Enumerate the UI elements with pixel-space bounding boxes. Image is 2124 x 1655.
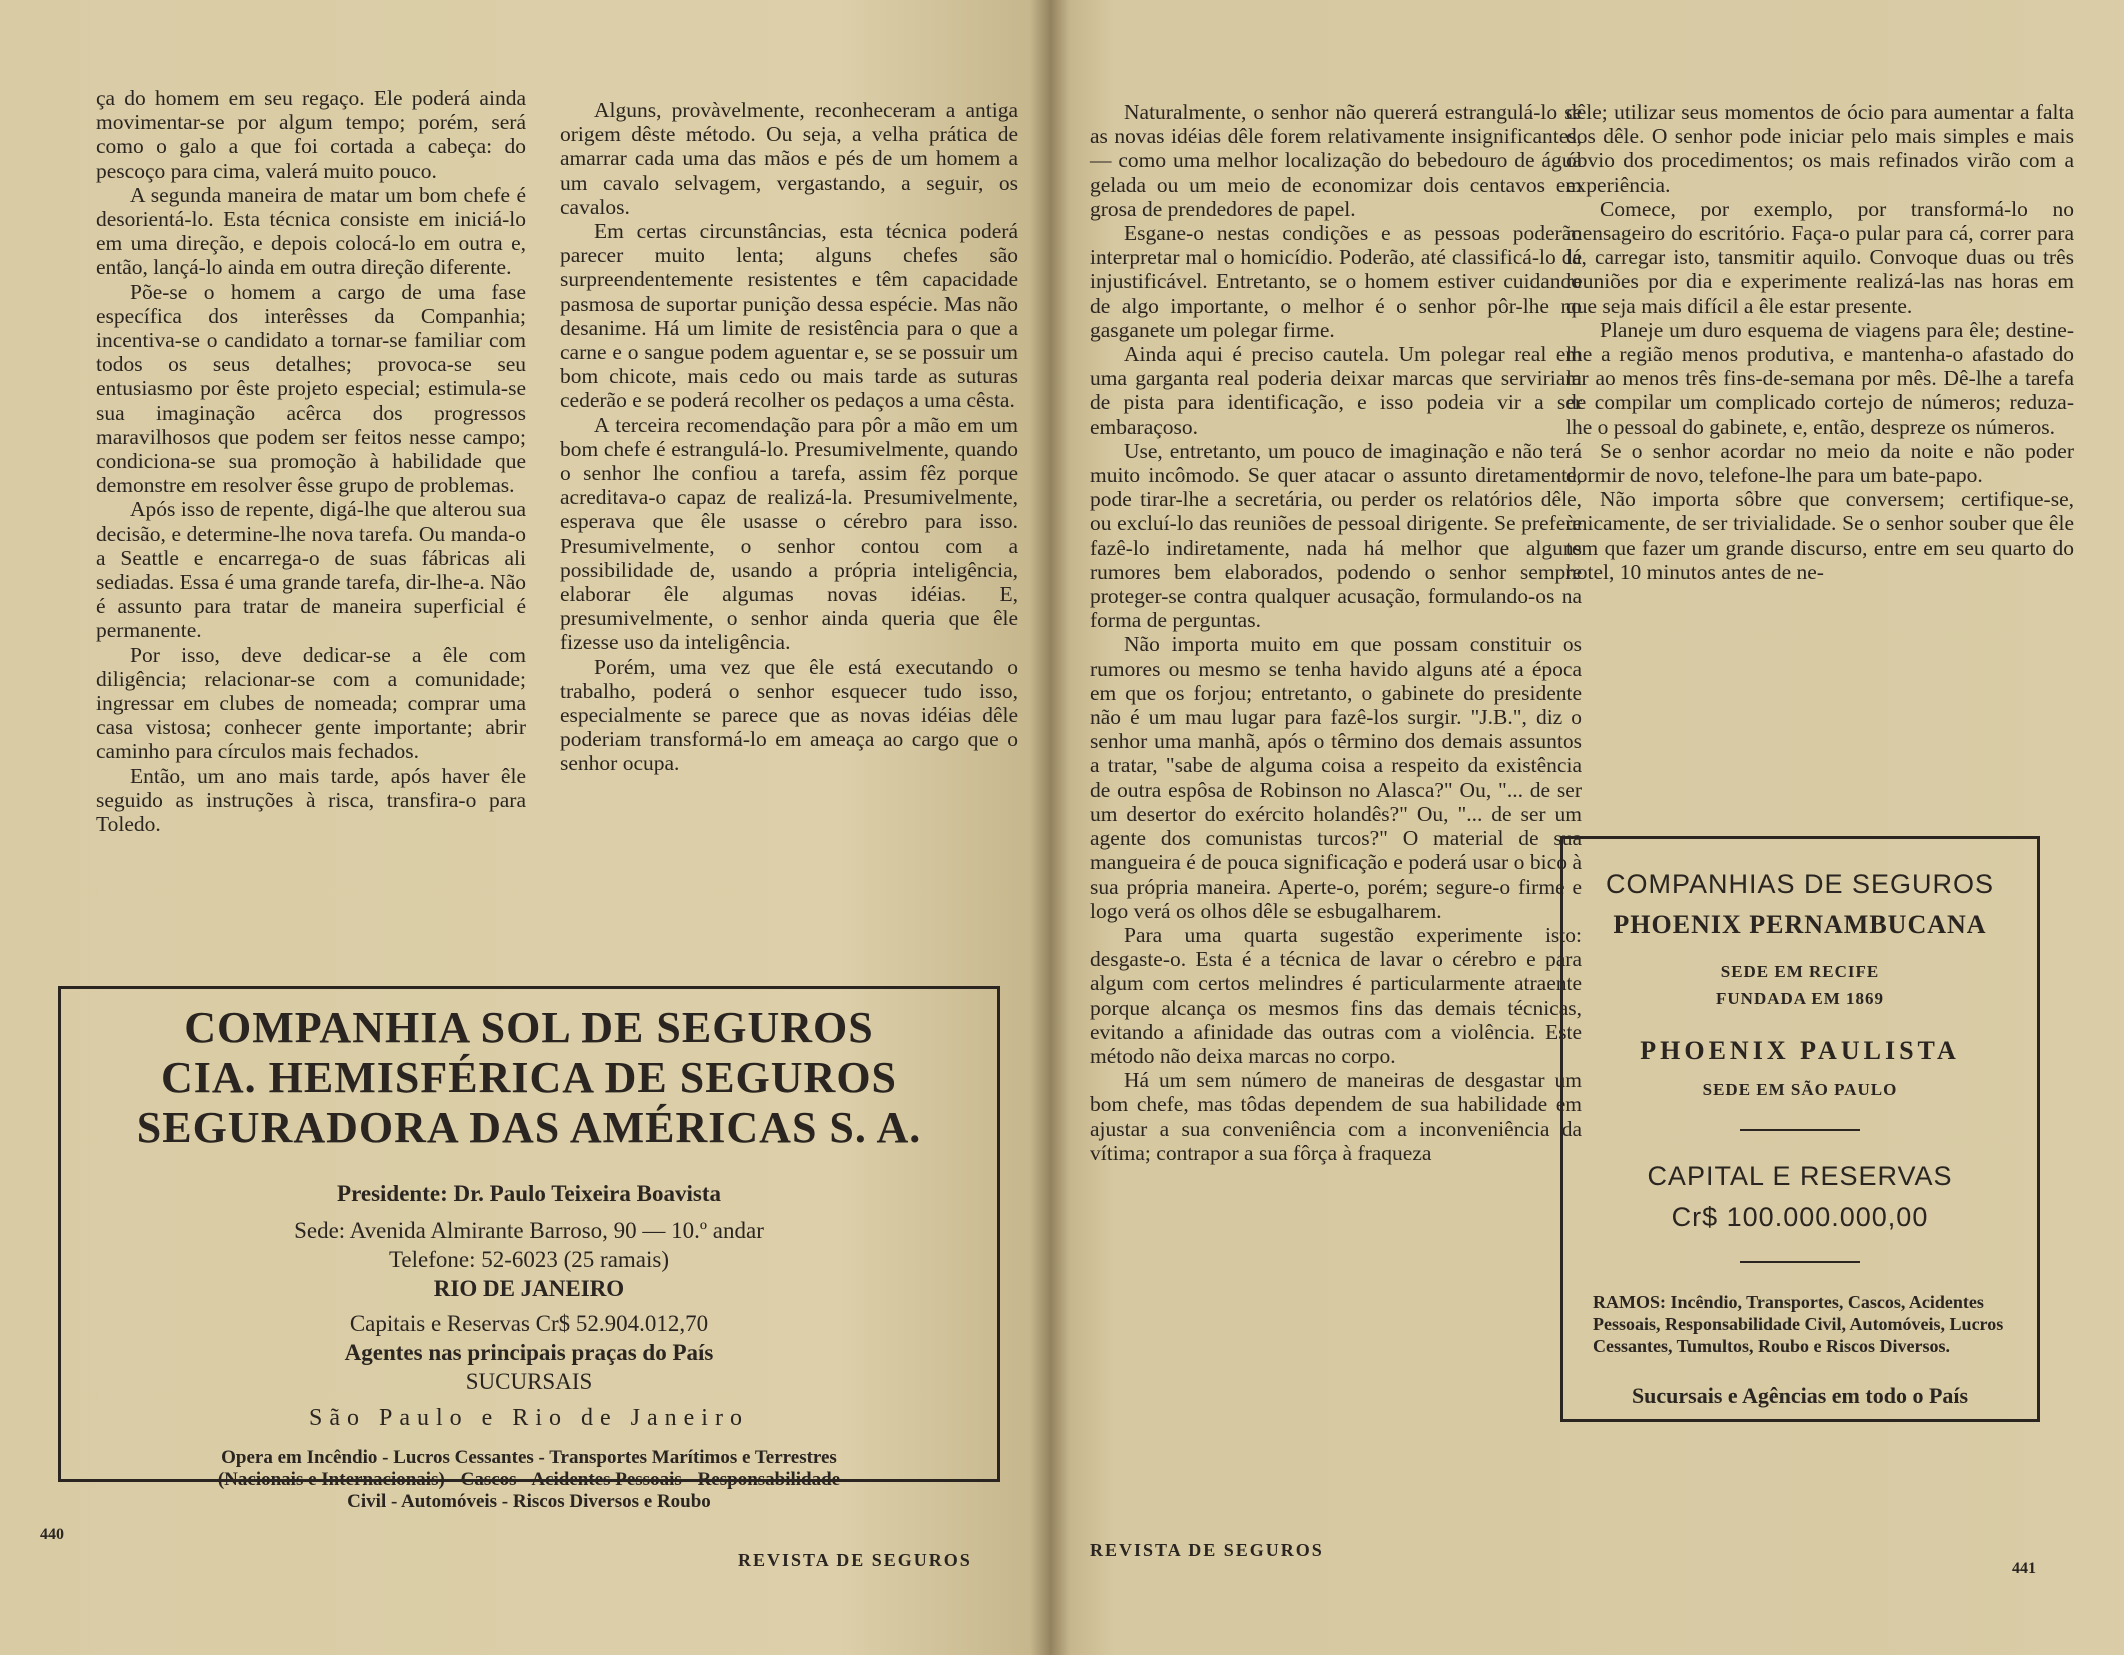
ad-sede: SEDE EM SÃO PAULO <box>1702 1080 1898 1099</box>
page-number: 441 <box>2012 1560 2036 1577</box>
paragraph: A segunda maneira de matar um bom chefe é desorientá-lo. Esta técnica consiste em iniciá-lo em uma direção, e depois colocá-lo em outra e, então, lançá-lo ainda em outra direção diferente. <box>96 182 526 280</box>
paragraph: Para uma quarta sugestão experimente isto: desgaste-o. Esta é a técnica de lavar o cérebro e para algum com certos melindres é particularmente atraente porque alcança os mesmos fins das demais técnicas, evitando a afinidade das outras com a violência. Este método não deixa marcas no corpo. <box>1090 922 1582 1068</box>
ad-ramos: RAMOS: Incêndio, Transportes, Cascos, Acidentes Pessoais, Responsabilidade Civil, Automóveis, Lucros Cessantes, Tumultos, Roubo e Riscos Diversos. <box>1593 1292 2004 1356</box>
paragraph: Porém, uma vez que êle está executando o trabalho, poderá o senhor esquecer tudo isso, especialmente se parece que as novas idéias dêle poderiam transformá-lo em ameaça ao cargo que o senhor ocupa. <box>560 654 1018 776</box>
ad-sede: Sede: Avenida Almirante Barroso, 90 — 10.º andar <box>294 1218 764 1243</box>
paragraph: Ainda aqui é preciso cautela. Um polegar real em uma garganta real poderia deixar marcas que serviriam de pista para identificação, e isso podeia vir a ser embaraçoso. <box>1090 342 1582 439</box>
paragraph: A terceira recomendação para pôr a mão em um bom chefe é estrangulá-lo. Presumivelmente, quando o senhor lhe confiou a tarefa, assim fêz porque acreditava-o capaz de realizá-la. Presumivelmente, esperava que êle usasse o cérebro para isso. Presumivelmente, o senhor contou com a possibilidade de, usando a própria inteligência, elaborar êle algumas novas idéias. E, presumivelmente, o senhor ainda queria que êle fizesse uso da inteligência. <box>560 412 1018 655</box>
ad-capitais: Capitais e Reservas Cr$ 52.904.012,70 <box>349 1311 709 1336</box>
right-page <box>1050 0 2124 1655</box>
paragraph: Então, um ano mais tarde, após haver êle seguido as instruções à risca, transfira-o para Toledo. <box>96 763 526 837</box>
book-gutter <box>1030 0 1070 1655</box>
paragraph: Há um sem número de maneiras de desgastar um bom chefe, mas tôdas dependem de sua habilidade em ajustar a sua conveniência com a inconveniência da vítima; contrapor a sua fôrça à fraqueza <box>1090 1068 1582 1165</box>
paragraph: dêle; utilizar seus momentos de ócio para aumentar a falta dos dêle. O senhor pode iniciar pelo mais simples e mais óbvio dos procedimentos; os mais refinados virão com a experiência. <box>1566 100 2074 197</box>
footer-title: REVISTA DE SEGUROS <box>738 1550 972 1570</box>
ad-heading: COMPANHIAS DE SEGUROS <box>1605 869 1995 899</box>
paragraph: Naturalmente, o senhor não quererá estrangulá-lo se as novas idéias dêle forem relativamente insignificantes, — como uma melhor localização do bebedouro de água gelada ou um meio de economizar dois centavos em grosa de prendedores de papel. <box>1090 100 1582 221</box>
paragraph: Por isso, deve dedicar-se a êle com diligência; relacionar-se com a comunidade; ingressar em clubes de nomeada; comprar uma casa vistosa; conhecer gente importante; abrir caminho para círculos mais fechados. <box>96 642 526 764</box>
paragraph: Use, entretanto, um pouco de imaginação e não terá muito incômodo. Se quer atacar o assunto diretamente, pode tirar-lhe a secretária, ou perder os relatórios dêle, ou excluí-lo das reuniões de pessoal dirigente. Se prefere fazê-lo indiretamente, nada há melhor que alguns rumores bem elaborados, podendo o senhor sempre proteger-se contra qualquer acusação, formulando-os na forma de perguntas. <box>1090 438 1582 633</box>
ad-operations-line: (Nacionais e Internacionais) - Cascos - Acidentes Pessoais - Responsabilidade <box>217 1469 841 1490</box>
paragraph: ça do homem em seu regaço. Ele poderá ainda movimentar-se por algum tempo; porém, será como o galo a que foi cortada a cabeça: do pescoço para cima, valerá muito pouco. <box>96 86 526 183</box>
left-page <box>0 0 1050 1655</box>
ad-fundada: FUNDADA EM 1869 <box>1716 989 1884 1008</box>
paragraph: Alguns, provàvelmente, reconheceram a antiga origem dêste método. Ou seja, a velha prática de amarrar cada uma das mãos e pés de um homem a um cavalo selvagem, vergastando, a seguir, os cavalos. <box>560 98 1018 219</box>
ad-operations-line: Civil - Automóveis - Riscos Diversos e Roubo <box>347 1491 711 1512</box>
ad-title: CIA. HEMISFÉRICA DE SEGUROS <box>160 1053 898 1102</box>
ad-operations <box>61 1447 997 1513</box>
ad-sucursais: SUCURSAIS <box>465 1369 593 1394</box>
left-column-2 <box>560 98 1018 776</box>
paragraph: Esgane-o nestas condições e as pessoas poderão interpretar mal o homicídio. Poderão, até classificá-lo de injustificável. Entretanto, se o homem estiver cuidando de algo importante, o melhor é o senhor pôr-lhe no gasganete um polegar firme. <box>1090 221 1582 342</box>
ad-presidente: Presidente: Dr. Paulo Teixeira Boavista <box>337 1181 721 1206</box>
ad-company: PHOENIX PAULISTA <box>1640 1036 1960 1065</box>
ad-sucursais: Sucursais e Agências em todo o País <box>1631 1383 1969 1408</box>
paragraph: Se o senhor acordar no meio da noite e não poder dormir de novo, telefone-lhe para um bate-papo. <box>1566 438 2074 488</box>
paragraph: Comece, por exemplo, por transformá-lo no mensageiro do escritório. Faça-o pular para cá, correr para lá, carregar isto, tansmitir aquilo. Convoque duas ou três reuniões por dia e experimente realizá-las nas horas em que seja mais difícil a êle estar presente. <box>1566 196 2074 318</box>
ad-company: PHOENIX PERNAMBUCANA <box>1613 910 1987 939</box>
ad-cidade: RIO DE JANEIRO <box>433 1276 625 1301</box>
paragraph: Após isso de repente, digá-lhe que alterou sua decisão, e determine-lhe nova tarefa. Ou manda-o a Seattle e encarrega-o de suas fábricas ali sediadas. Essa é uma grande tarefa, dir-lhe-a. Não é assunto para tratar de maneira superficial é permanente. <box>96 497 526 643</box>
page-number: 440 <box>40 1526 64 1543</box>
ad-capital-value: Cr$ 100.000.000,00 <box>1671 1202 1929 1232</box>
ad-telefone: Telefone: 52-6023 (25 ramais) <box>388 1247 670 1272</box>
advertisement-phoenix <box>1560 836 2040 1422</box>
footer-title: REVISTA DE SEGUROS <box>1090 1540 1324 1560</box>
paragraph: Não importa muito em que possam constituir os rumores ou mesmo se tenha havido alguns até a época em que os forjou; entretanto, o gabinete do presidente não é um mau lugar para fazê-los surgir. "J.B.", diz o senhor uma manhã, após o têrmino dos demais assuntos a tratar, "sabe de alguma coisa a respeito da existência de outra espôsa de Robinson no Alasca?" Ou, "... de ser um desertor do exército holandês?" Ou, "... de ser um agente dos comunistas turcos?" O material de sua mangueira é de pouca significação e poderá usar o bico à sua própria maneira. Aperte-o, porém; segure-o firme e logo verá os olhos dêle se esbugalharem. <box>1090 632 1582 923</box>
ad-title: SEGURADORA DAS AMÉRICAS S. A. <box>136 1103 922 1152</box>
paragraph: Planeje um duro esquema de viagens para êle; destine-lhe a região menos produtiva, e mantenha-o afastado do lar ao menos três fins-de-semana por mês. Dê-lhe a tarefa de compilar um complicado cortejo de números; reduza-lhe o pessoal do gabinete, e, então, despreze os números. <box>1566 317 2074 439</box>
ad-sede: SEDE EM RECIFE <box>1720 962 1880 981</box>
advertisement-sol-de-seguros <box>58 986 1000 1512</box>
right-column-2 <box>1566 100 2074 584</box>
ad-title: COMPANHIA SOL DE SEGUROS <box>184 1003 874 1052</box>
paragraph: Não importa sôbre que conversem; certifique-se, ùnicamente, de ser trivialidade. Se o senhor souber que êle tem que fazer um grande discurso, entre em seu quarto do hotel, 10 minutos antes de ne- <box>1566 487 2074 584</box>
ad-capital-label: CAPITAL E RESERVAS <box>1647 1161 1953 1191</box>
right-column-1 <box>1090 100 1582 1165</box>
left-column-1 <box>96 86 526 836</box>
ad-agentes: Agentes nas principais praças do País <box>344 1340 714 1365</box>
paragraph: Em certas circunstâncias, esta técnica poderá parecer muito lenta; alguns chefes são surpreendentemente resistentes e têm capacidade pasmosa de suportar punição dessa espécie. Mas não desanime. Há um limite de resistência para o que a carne e o sangue podem aguentar e, se se possuir um bom chicote, mais cedo ou mais tarde as suturas cederão e se poderá recolher os pedaços a uma cêsta. <box>560 219 1018 413</box>
ad-operations-line: Opera em Incêndio - Lucros Cessantes - Transportes Marítimos e Terrestres <box>221 1447 837 1468</box>
paragraph: Põe-se o homem a cargo de uma fase específica dos interêsses da Companhia; incentiva-se o candidato a tornar-se familiar com todos os seus detalhes; provoca-se seu entusiasmo por êste projeto especial; estimula-se sua imaginação acêrca dos progressos maravilhosos que podem ser feitos nesse campo; condiciona-se sua promoção à habilidade que demonstre em resolver êsse grupo de problemas. <box>96 279 526 498</box>
ad-sucursais-cidades: São Paulo e Rio de Janeiro <box>309 1405 749 1431</box>
